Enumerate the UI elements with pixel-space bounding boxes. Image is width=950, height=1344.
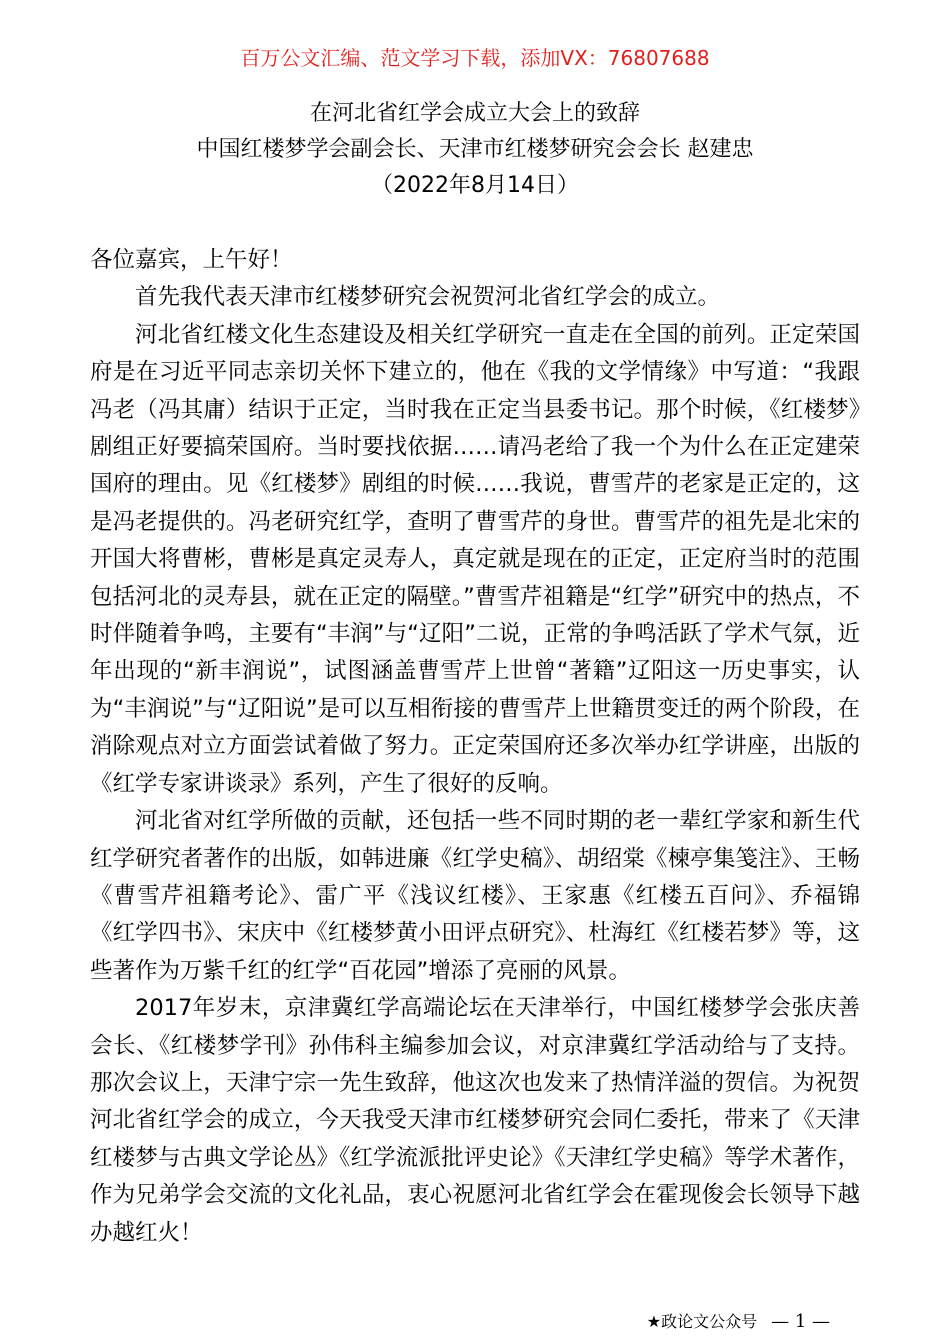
speech-body — [90, 242, 860, 1252]
page-footer — [647, 1310, 830, 1334]
paragraph-4: 2017年岁末，京津冀红学高端论坛在天津举行，中国红楼梦学会张庆善会长、《红楼梦学刊》孙伟科主编参加会议，对京津冀红学活动给与了支持。那次会议上，天津宁宗一先生致辞，他这次也发来了热情洋溢的贺信。为祝贺河北省红学会的成立，今天我受天津市红楼梦研究会同仁委托，带来了《天津红楼梦与古典文学论丛》《红学流派批评史论》《天津红学史稿》等学术著作，作为兄弟学会交流的文化礼品，衷心祝愿河北省红学会在霍现俊会长领导下越办越红火！ — [90, 995, 860, 1246]
footer-source: ★政论文公众号 — [646, 1312, 758, 1331]
speaker-line: 中国红楼梦学会副会长、天津市红楼梦研究会会长 赵建忠 — [196, 137, 754, 162]
header-banner: 百万公文汇编、范文学习下载，添加VX：76807688 — [240, 46, 710, 70]
speech-title: 在河北省红学会成立大会上的致辞 — [309, 101, 640, 126]
paragraph-2: 河北省红楼文化生态建设及相关红学研究一直走在全国的前列。正定荣国府是在习近平同志亲切关怀下建立的，他在《我的文学情缘》中写道：“我跟冯老（冯其庸）结识于正定，当时我在正定当县委书记。那个时候，《红楼梦》剧组正好要搞荣国府。当时要找依据……请冯老给了我一个为什么在正定建荣国府的理由。见《红楼梦》剧组的时候……我说，曹雪芹的老家是正定的，这是冯老提供的。冯老研究红学，查明了曹雪芹的身世。曹雪芹的祖先是北宋的开国大将曹彬，曹彬是真定灵寿人，真定就是现在的正定，正定府当时的范围包括河北的灵寿县，就在正定的隔壁。”曹雪芹祖籍是“红学”研究中的热点，不时伴随着争鸣，主要有“丰润”与“辽阳”二说，正常的争鸣活跃了学术气氛，近年出现的“新丰润说”，试图涵盖曹雪芹上世曾“著籍”辽阳这一历史事实，认为“丰润说”与“辽阳说”是可以互相衔接的曹雪芹上世籍贯变迁的两个阶段，在消除观点对立方面尝试着做了努力。正定荣国府还多次举办红学讲座，出版的《红学专家讲谈录》系列，产生了很好的反响。 — [90, 321, 860, 797]
paragraph-3: 河北省对红学所做的贡献，还包括一些不同时期的老一辈红学家和新生代红学研究者著作的出版，如韩进廉《红学史稿》、胡绍棠《楝亭集笺注》、王畅《曹雪芹祖籍考论》、雷广平《浅议红楼》、王家惠《红楼五百问》、乔福锦《红学四书》、宋庆中《红楼梦黄小田评点研究》、杜海红《红楼若梦》等，这些著作为万紫千红的红学“百花园”增添了亮丽的风景。 — [90, 808, 860, 984]
greeting: 各位嘉宾，上午好！ — [90, 247, 293, 273]
title-block — [0, 96, 950, 204]
page-number: — 1 — — [771, 1311, 830, 1332]
speech-date: （2022年8月14日） — [371, 173, 579, 198]
paragraph-1: 首先我代表天津市红楼梦研究会祝贺河北省红学会的成立。 — [135, 284, 721, 311]
